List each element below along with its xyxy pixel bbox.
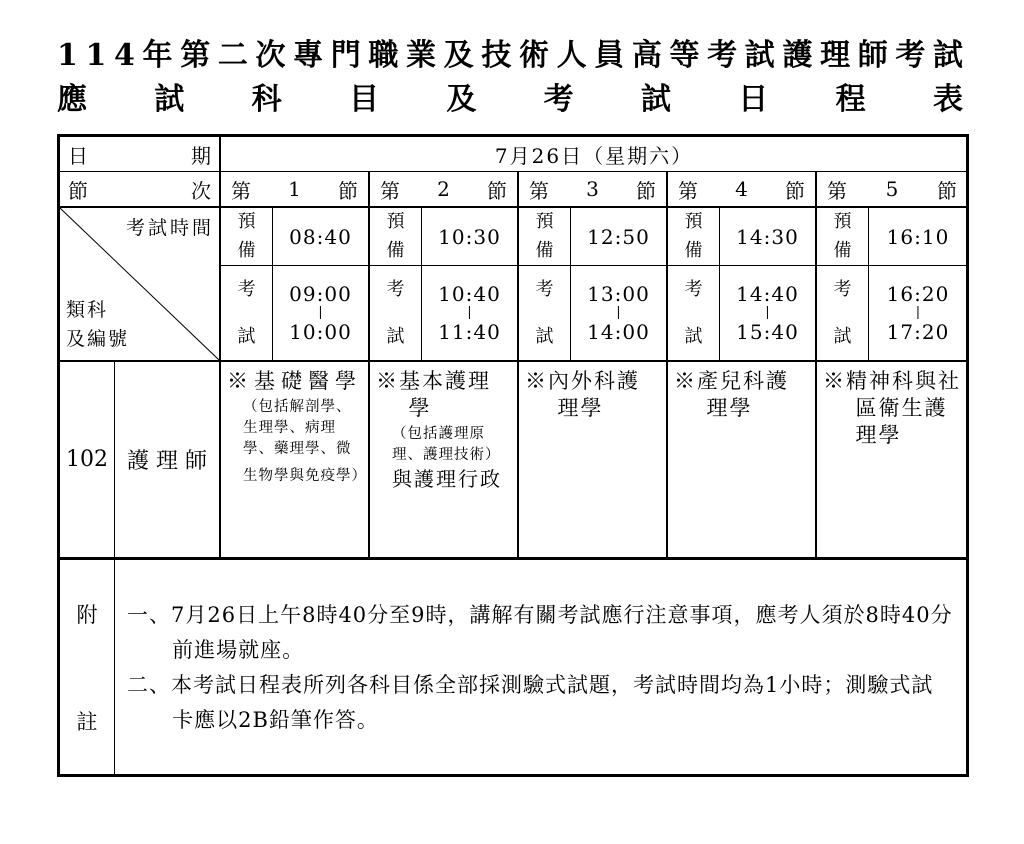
period-4-header: 第 4 節 [668, 172, 817, 208]
subject-detail: （包括護理原理、護理技術） [392, 426, 501, 463]
exam-start-2: 10:40 [438, 282, 501, 306]
prep-time-1: 08:40 [273, 208, 370, 266]
subject-title: ※基本護理學 [376, 369, 491, 420]
subject-cell-2 [370, 362, 519, 560]
prep-time-5: 16:10 [869, 208, 967, 266]
subject-detail-block [243, 397, 367, 487]
subject-cell-3 [519, 362, 668, 560]
range-separator: | [616, 305, 621, 320]
notes-body [115, 560, 967, 774]
exam-end-3: 14:00 [587, 320, 650, 344]
period-3-header: 第 3 節 [519, 172, 668, 208]
corner-header-cell [60, 208, 221, 362]
exam-label-3: 考 試 [519, 266, 571, 362]
subject-title: ※基礎醫學 [227, 369, 362, 393]
exam-start-3: 13:00 [587, 282, 650, 306]
category-code: 102 [60, 362, 115, 560]
period-5-header: 第 5 節 [817, 172, 967, 208]
exam-time-5 [869, 266, 967, 362]
exam-start-1: 09:00 [289, 282, 352, 306]
prep-time-4: 14:30 [720, 208, 817, 266]
exam-time-1 [273, 266, 370, 362]
exam-end-2: 11:40 [438, 320, 501, 344]
subject-cell-1 [221, 362, 370, 560]
note-item-2: 二、本考試日程表所列各科目係全部採測驗式試題，考試時間均為1小時；測驗式試卡應以2B鉛筆作答。 [127, 673, 934, 732]
exam-label-4: 考 試 [668, 266, 720, 362]
exam-start-4: 14:40 [736, 282, 799, 306]
category-label-line1: 類科 [66, 299, 109, 321]
exam-label-2: 考 試 [370, 266, 422, 362]
exam-time-4 [720, 266, 817, 362]
prep-label-3: 預 備 [519, 208, 571, 266]
subject-detail: （包括解剖學、生理學、病理學、藥理學、微生物學與免疫學） [243, 399, 367, 484]
subject-title: ※精神科與社區衛生護理學 [823, 369, 961, 447]
subject-detail-block [392, 424, 512, 493]
subject-cell-4 [668, 362, 817, 560]
prep-label-2: 預 備 [370, 208, 422, 266]
prep-time-3: 12:50 [571, 208, 668, 266]
prep-time-2: 10:30 [422, 208, 519, 266]
exam-time-2 [422, 266, 519, 362]
prep-label-1: 預 備 [221, 208, 273, 266]
exam-time-label: 考試時間 [125, 217, 214, 239]
page-title-line2: 應 試 科 目 及 考 試 日 程 表 [57, 82, 963, 117]
date-value: 7月26日（星期六） [221, 137, 967, 172]
exam-end-5: 17:20 [886, 320, 950, 344]
session-label: 節 次 [60, 172, 221, 208]
range-separator: | [467, 305, 472, 320]
note-item-1: 一、7月26日上午8時40分至9時，講解有關考試應行注意事項，應考人須於8時40分前進場就座。 [127, 603, 953, 662]
exam-start-5: 16:20 [886, 282, 950, 306]
range-separator: | [318, 305, 323, 320]
exam-label-1: 考 試 [221, 266, 273, 362]
exam-end-4: 15:40 [736, 320, 799, 344]
schedule-table [57, 134, 969, 777]
subject-suffix: 與護理行政 [392, 467, 502, 491]
range-separator: | [915, 305, 921, 320]
page-title [57, 34, 963, 122]
exam-end-1: 10:00 [289, 320, 352, 344]
date-label: 日 期 [60, 137, 221, 172]
prep-label-5: 預 備 [817, 208, 869, 266]
notes-label: 附 註 [60, 560, 115, 774]
exam-time-3 [571, 266, 668, 362]
page-title-line1: 1 1 4 年 第 二 次 專 門 職 業 及 技 術 人 員 高 等 考 試 護 理 師 考 試 [57, 38, 963, 73]
range-separator: | [765, 305, 770, 320]
category-label-line2: 及編號 [66, 328, 130, 350]
exam-schedule-page [0, 34, 1024, 844]
category-name: 護 理 師 [115, 362, 221, 560]
subject-cell-5 [817, 362, 967, 560]
prep-label-4: 預 備 [668, 208, 720, 266]
subject-title: ※內外科護理學 [525, 369, 640, 420]
period-1-header: 第 1 節 [221, 172, 370, 208]
category-code-label [66, 296, 129, 354]
exam-label-5: 考 試 [817, 266, 869, 362]
period-2-header: 第 2 節 [370, 172, 519, 208]
subject-title: ※產兒科護理學 [674, 369, 789, 420]
